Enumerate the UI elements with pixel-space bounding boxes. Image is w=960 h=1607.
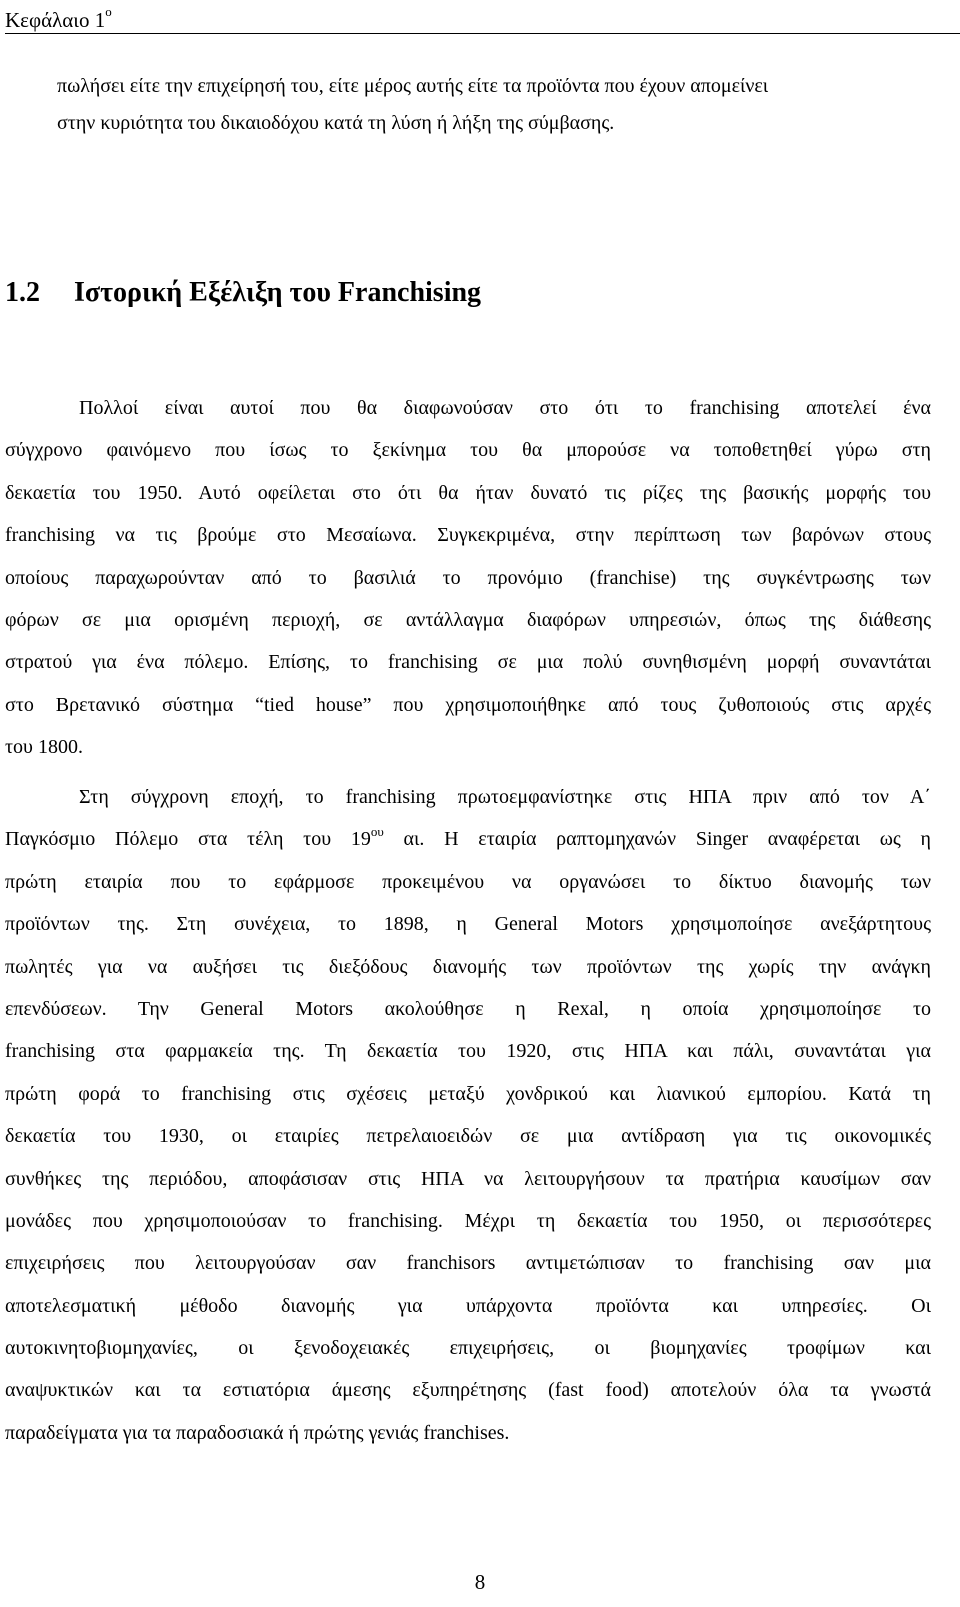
line-text: Παγκόσμιο Πόλεμο στα τέλη του 19 <box>5 828 371 851</box>
century-superscript: ου <box>370 824 384 840</box>
chapter-label: Κεφάλαιο 1 <box>5 8 106 32</box>
paragraph-line: δεκαετία του 1950. Αυτό οφείλεται στο ότι θα ήταν δυνατό τις ρίζες της βασικής μορφής του <box>5 481 931 504</box>
paragraph-line <box>5 818 931 860</box>
paragraph-line: στο Βρετανικό σύστημα “tied house” που χρησιμοποιήθηκε από τους ζυθοποιούς στις αρχές <box>5 693 931 716</box>
paragraph-line: οποίους παραχωρούνταν από το βασιλιά το προνόμιο (franchise) της συγκέντρωσης των <box>5 566 931 589</box>
paragraph-line: franchising να τις βρούμε στο Μεσαίωνα. Συγκεκριμένα, στην περίπτωση των βαρόνων στους <box>5 524 931 547</box>
paragraph-line: επενδύσεων. Την General Motors ακολούθησε η Rexal, η οποία χρησιμοποίησε το <box>5 997 931 1020</box>
section-heading <box>5 273 481 313</box>
paragraph-line: Στη σύγχρονη εποχή, το franchising πρωτοεμφανίστηκε στις ΗΠΑ πριν από τον Α΄ <box>79 786 931 808</box>
section-title: Ιστορική Εξέλιξη του Franchising <box>74 277 482 308</box>
intro-paragraph <box>57 68 937 142</box>
paragraph-line: Πολλοί είναι αυτοί που θα διαφωνούσαν στο ότι το franchising αποτελεί ένα <box>79 397 931 419</box>
paragraph-line: συνθήκες της περιόδου, αποφάσισαν στις ΗΠΑ να λειτουργήσουν τα πρατήρια καυσίμων σαν <box>5 1167 931 1190</box>
paragraph-line: προϊόντων της. Στη συνέχεια, το 1898, η General Motors χρησιμοποίησε ανεξάρτητους <box>5 913 931 936</box>
paragraph-history-origins <box>5 387 931 769</box>
chapter-header <box>5 2 112 33</box>
paragraph-line: αναψυκτικών και τα εστιατόρια άμεσης εξυπηρέτησης (fast food) αποτελούν όλα τα γνωστά <box>5 1379 931 1402</box>
paragraph-line: αποτελεσματική μέθοδο διανομής για υπάρχοντα προϊόντα και υπηρεσίες. Οι <box>5 1294 931 1317</box>
paragraph-line: στρατού για ένα πόλεμο. Επίσης, το franchising σε μια πολύ συνηθισμένη μορφή συναντάται <box>5 651 931 674</box>
paragraph-line: δεκαετία του 1930, οι εταιρίες πετρελαιοειδών σε μια αντίδραση για τις οικονομικές <box>5 1125 931 1148</box>
paragraph-line: επιχειρήσεις που λειτουργούσαν σαν franchisors αντιμετώπισαν το franchising σαν μια <box>5 1252 931 1275</box>
paragraph-line: αυτοκινητοβιομηχανίες, οι ξενοδοχειακές επιχειρήσεις, οι βιομηχανίες τροφίμων και <box>5 1337 931 1360</box>
page-number: 8 <box>474 1570 486 1594</box>
paragraph-line: πρώτη φορά το franchising στις σχέσεις μεταξύ χονδρικού και λιανικού εμπορίου. Κατά τη <box>5 1082 931 1105</box>
intro-line: πωλήσει είτε την επιχείρησή του, είτε μέρος αυτής είτε τα προϊόντα που έχουν απομείνει <box>57 75 769 97</box>
paragraph-line: του 1800. <box>5 736 83 759</box>
paragraph-line: σύγχρονο φαινόμενο που ίσως το ξεκίνημα του θα μπορούσε να τοποθετηθεί γύρω στη <box>5 439 931 462</box>
intro-line: στην κυριότητα του δικαιοδόχου κατά τη λύση ή λήξη της σύμβασης. <box>57 112 615 134</box>
header-rule <box>5 33 960 34</box>
paragraph-line: μονάδες που χρησιμοποιούσαν το franchising. Μέχρι τη δεκαετία του 1950, οι περισσότερες <box>5 1209 931 1232</box>
paragraph-line: πωλητές για να αυξήσει τις διεξόδους διανομής των προϊόντων της χωρίς την ανάγκη <box>5 955 931 978</box>
paragraph-line: παραδείγματα για τα παραδοσιακά ή πρώτης γενιάς franchises. <box>5 1421 510 1444</box>
paragraph-line: φόρων σε μια ορισμένη περιοχή, σε αντάλλαγμα διαφόρων υπηρεσιών, όπως της διάθεσης <box>5 608 931 631</box>
section-number: 1.2 <box>5 277 40 308</box>
line-text: αι. Η εταιρία ραπτομηχανών Singer αναφέρεται ως η <box>383 828 931 851</box>
paragraph-line: πρώτη εταιρία που το εφάρμοσε προκειμένου να οργανώσει το δίκτυο διανομής των <box>5 870 931 893</box>
chapter-superscript: ο <box>105 4 112 19</box>
paragraph-modern-era <box>5 776 931 1454</box>
paragraph-line: franchising στα φαρμακεία της. Τη δεκαετία του 1920, στις ΗΠΑ και πάλι, συναντάται για <box>5 1040 931 1063</box>
